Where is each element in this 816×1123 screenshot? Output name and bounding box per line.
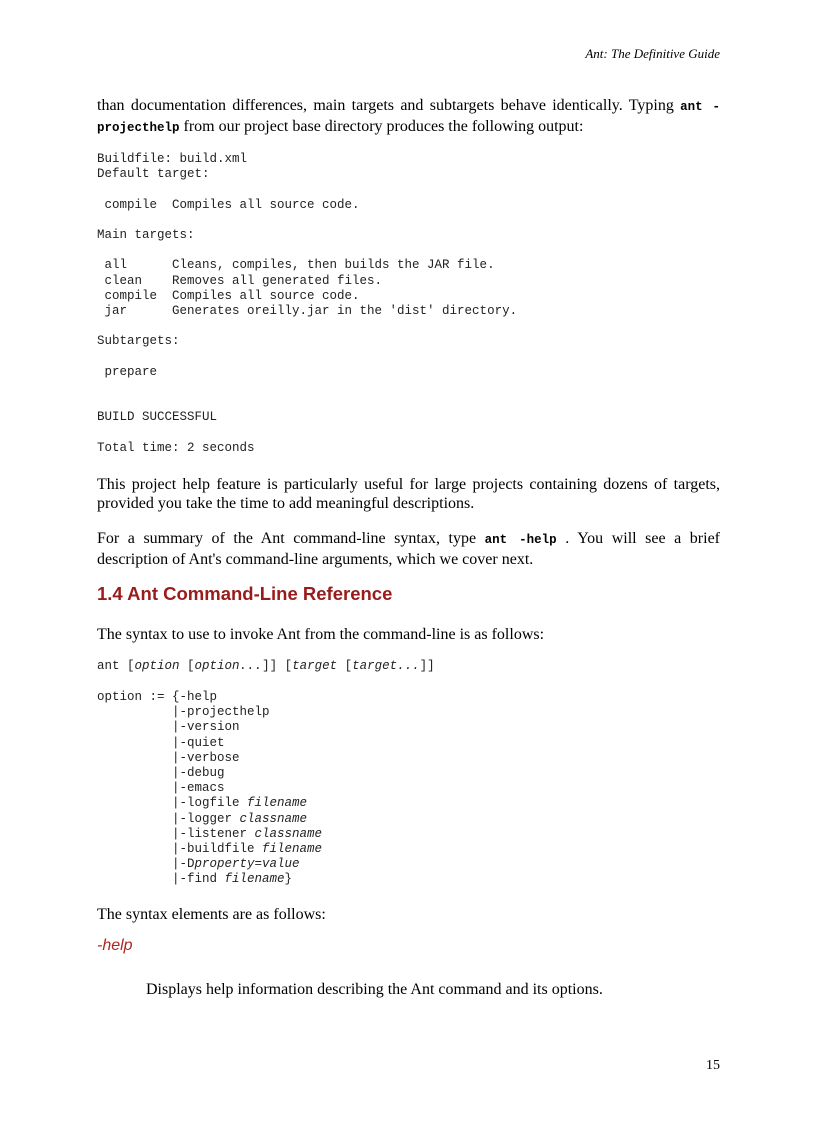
inline-code-projecthelp: ant -projecthelp (97, 100, 720, 135)
syntax-code-line: ant [option [option...]] [target [target...]] (97, 659, 435, 673)
output-line: Main targets: (97, 228, 195, 243)
option-line: |-emacs (97, 781, 225, 796)
output-line: prepare (104, 364, 158, 379)
paragraph-intro: than documentation differences, main targets and subtargets behave identically. Typing ant -projecthelp from our project base directory produces the following output: (97, 97, 720, 135)
output-line: clean Removes all generated files. (104, 273, 383, 288)
option-line: |-projecthelp (97, 705, 270, 720)
section-heading: 1.4 Ant Command-Line Reference (97, 583, 393, 604)
output-line: Default target: (97, 167, 210, 182)
paragraph-syntax-intro: The syntax to use to invoke Ant from the command-line is as follows: (97, 626, 545, 643)
paragraph-elements-intro: The syntax elements are as follows: (97, 906, 326, 923)
option-line: |-quiet (97, 735, 225, 750)
option-line: |-verbose (97, 750, 240, 765)
option-line: |-find filename} (97, 872, 293, 887)
paragraph-project-help: This project help feature is particularly useful for large projects containing dozens of targets, provided you take the time to add meaningful descriptions. (97, 476, 720, 512)
output-line: compile Compiles all source code. (104, 288, 360, 303)
output-line: BUILD SUCCESSFUL (97, 410, 218, 425)
output-line: compile Compiles all source code. (104, 197, 360, 212)
option-line: |-debug (97, 766, 225, 781)
output-code-block (97, 152, 720, 456)
output-line: jar Generates oreilly.jar in the 'dist' directory. (104, 304, 518, 319)
option-line: option := {-help (97, 690, 218, 704)
output-line: Total time: 2 seconds (97, 440, 255, 455)
option-line: |-listener classname (97, 826, 323, 841)
output-line: Buildfile: build.xml (97, 152, 248, 166)
options-code-block (97, 690, 720, 888)
option-line: |-logger classname (97, 811, 308, 826)
option-line: |-Dproperty=value (97, 857, 300, 872)
term-help: -help (97, 937, 133, 954)
inline-code-help: ant -help (484, 533, 557, 547)
option-line: |-buildfile filename (97, 842, 323, 857)
option-line: |-version (97, 720, 240, 735)
output-line: all Cleans, compiles, then builds the JAR file. (104, 258, 495, 273)
term-help-description: Displays help information describing the Ant command and its options. (146, 981, 603, 998)
running-header: Ant: The Definitive Guide (585, 46, 720, 61)
option-line: |-logfile filename (97, 796, 308, 811)
page-number: 15 (706, 1058, 720, 1073)
paragraph-summary: For a summary of the Ant command-line syntax, type ant -help . You will see a brief description of Ant's command-line arguments, which we cover next. (97, 530, 721, 568)
output-line: Subtargets: (97, 334, 180, 349)
